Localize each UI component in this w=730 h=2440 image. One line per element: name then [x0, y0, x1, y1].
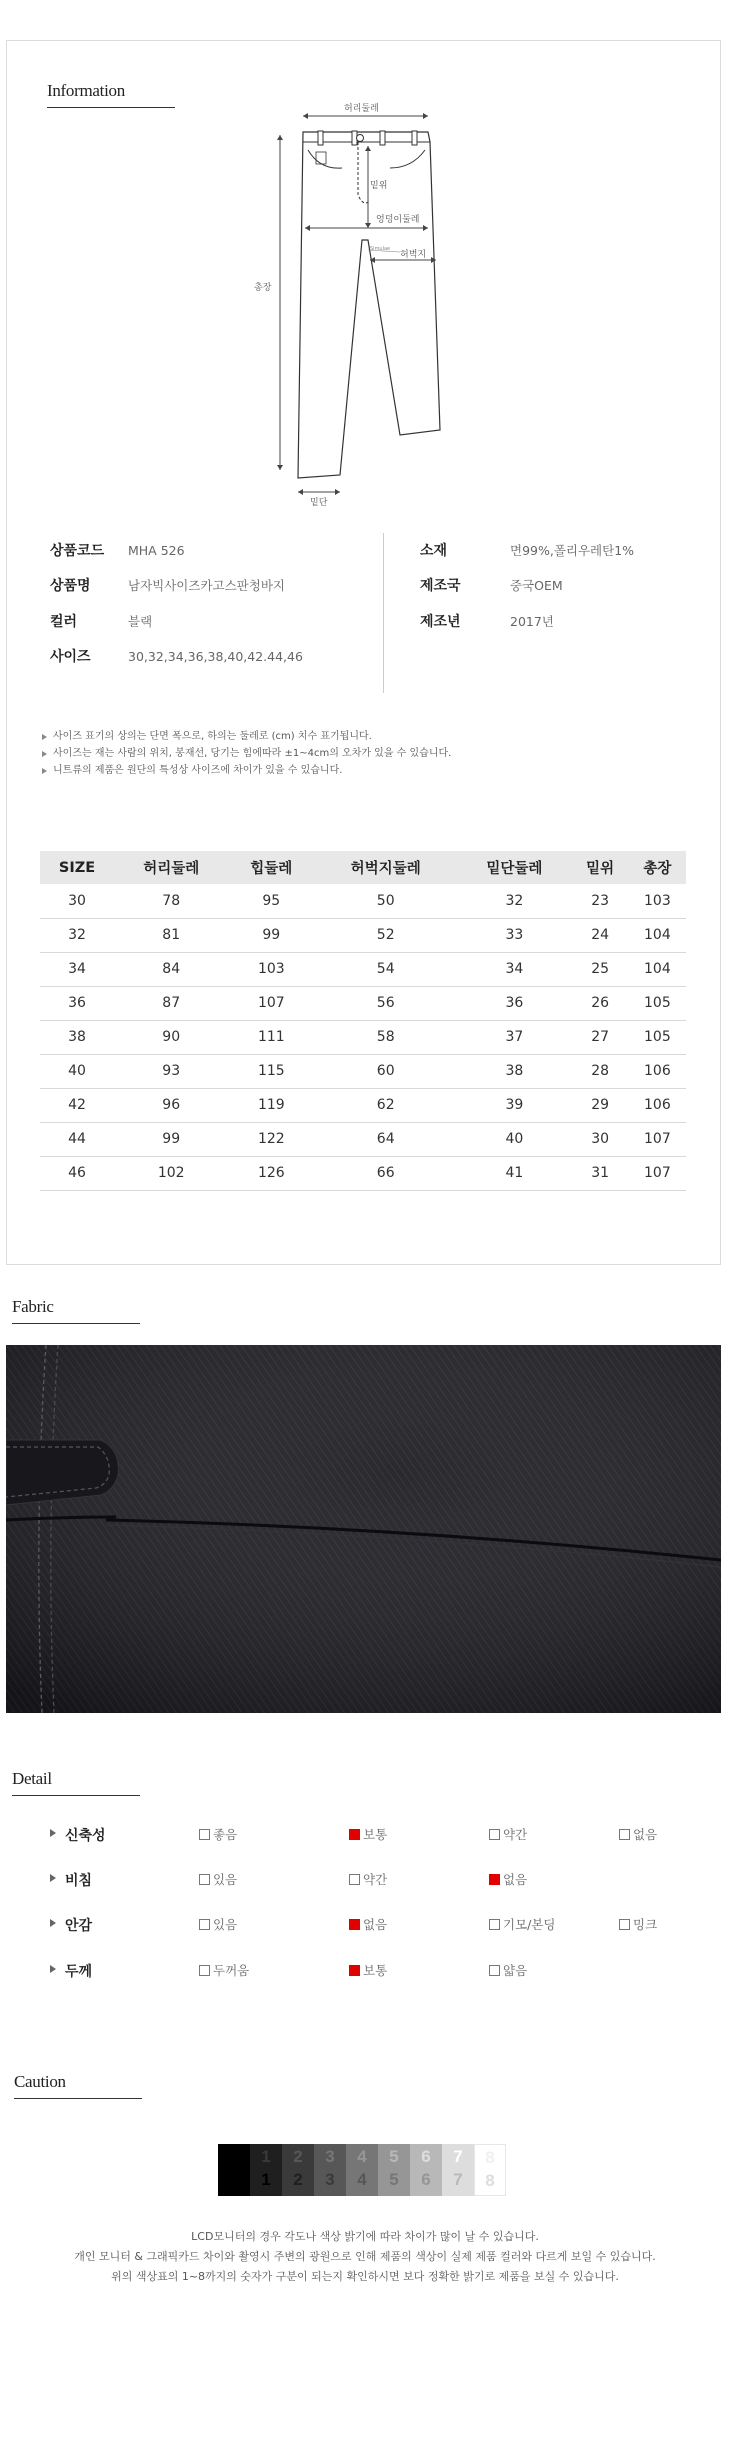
size-table-cell: 111: [228, 1020, 314, 1054]
header-cell: 허벅지둘레: [314, 851, 457, 884]
header-cell: 밑위: [572, 851, 629, 884]
size-table-cell: 62: [314, 1088, 457, 1122]
option-none[interactable]: 없음: [349, 1915, 387, 1933]
rise-label: 밑위: [370, 181, 388, 191]
size-table-cell: 25: [572, 952, 629, 986]
size-table-cell: 54: [314, 952, 457, 986]
brightness-swatch: [442, 2144, 474, 2196]
detail-label: 두께: [65, 1964, 93, 1980]
detail-row-sheerness: [50, 1868, 690, 1890]
size-table-cell: 36: [457, 986, 571, 1020]
swatch-number-bottom: 5: [389, 2170, 399, 2189]
caution-line: 개인 모니터 & 그래픽카드 차이와 촬영시 주변의 광원으로 인해 제품의 색상이 실제 제품 컬러와 다르게 보일 수 있습니다.: [74, 2250, 656, 2263]
size-table-row: [40, 1156, 686, 1190]
size-table-cell: 106: [629, 1088, 686, 1122]
size-table-cell: 56: [314, 986, 457, 1020]
option-thin[interactable]: 얇음: [489, 1961, 527, 1979]
size-table-cell: 103: [228, 952, 314, 986]
option-mink[interactable]: 밍크: [619, 1915, 657, 1933]
size-table-cell: 42: [40, 1088, 114, 1122]
size-table-cell: 90: [114, 1020, 228, 1054]
brightness-swatch: [474, 2144, 506, 2196]
arrow-right-icon: [50, 1919, 56, 1927]
caution-title: Caution: [14, 2072, 142, 2099]
spec-value: 블랙: [128, 614, 153, 629]
spec-label: 제조년: [420, 614, 461, 630]
spec-value: 30,32,34,36,38,40,42.44,46: [128, 648, 303, 664]
size-table-cell: 102: [114, 1156, 228, 1190]
spec-row-code: [50, 540, 185, 560]
swatch-number-top: 2: [293, 2147, 303, 2166]
option-yes[interactable]: 있음: [199, 1870, 237, 1888]
checkbox-icon: [349, 1874, 360, 1885]
size-table-cell: 30: [40, 884, 114, 918]
option-none[interactable]: 없음: [619, 1825, 657, 1843]
spec-label: 컬러: [50, 614, 78, 630]
size-table-cell: 122: [228, 1122, 314, 1156]
product-specs: [50, 533, 670, 693]
size-table-cell: 46: [40, 1156, 114, 1190]
swatch-number-bottom: 2: [293, 2170, 303, 2189]
size-table-cell: 40: [40, 1054, 114, 1088]
swatch-number-top: 8: [485, 2148, 495, 2167]
size-table-cell: 58: [314, 1020, 457, 1054]
checkbox-icon: [199, 1874, 210, 1885]
brightness-swatch: [218, 2144, 250, 2196]
thigh-small-label: Simulae: [370, 246, 391, 252]
swatch-number-bottom: 6: [421, 2170, 431, 2189]
size-table-cell: 84: [114, 952, 228, 986]
swatch-number-top: 1: [261, 2147, 271, 2166]
note-item: 니트류의 제품은 원단의 특성상 사이즈에 차이가 있을 수 있습니다.: [42, 762, 451, 779]
size-table-cell: 104: [629, 918, 686, 952]
size-table-cell: 40: [457, 1122, 571, 1156]
detail-row-thickness: [50, 1959, 690, 1981]
size-table-cell: 39: [457, 1088, 571, 1122]
size-table-cell: 52: [314, 918, 457, 952]
checkbox-icon: [489, 1965, 500, 1976]
brightness-swatch: [314, 2144, 346, 2196]
size-notes: [42, 728, 451, 779]
arrow-right-icon: [50, 1874, 56, 1882]
size-table-cell: 34: [457, 952, 571, 986]
size-table-cell: 37: [457, 1020, 571, 1054]
length-label: 총장: [254, 283, 272, 293]
pants-size-diagram: [240, 100, 480, 520]
spec-label: 사이즈: [50, 649, 91, 665]
swatch-number-bottom: 4: [357, 2170, 367, 2189]
checkbox-icon: [199, 1965, 210, 1976]
size-table-cell: 32: [40, 918, 114, 952]
option-brushed[interactable]: 기모/본딩: [489, 1915, 556, 1933]
size-table-cell: 95: [228, 884, 314, 918]
size-table-cell: 28: [572, 1054, 629, 1088]
size-table-cell: 50: [314, 884, 457, 918]
size-table-row: [40, 1054, 686, 1088]
size-table-cell: 81: [114, 918, 228, 952]
checkbox-icon: [619, 1829, 630, 1840]
option-good[interactable]: 좋음: [199, 1825, 237, 1843]
size-table-cell: 105: [629, 1020, 686, 1054]
arrow-right-icon: [50, 1965, 56, 1973]
brightness-swatch-strip: [218, 2144, 506, 2196]
size-table-cell: 27: [572, 1020, 629, 1054]
size-table-cell: 64: [314, 1122, 457, 1156]
waist-label: 허리둘레: [344, 104, 379, 114]
size-table-row: [40, 1122, 686, 1156]
size-table-cell: 29: [572, 1088, 629, 1122]
size-table-cell: 60: [314, 1054, 457, 1088]
size-table-cell: 34: [40, 952, 114, 986]
spec-value: 남자빅사이즈카고스판청바지: [128, 578, 285, 593]
size-table-cell: 87: [114, 986, 228, 1020]
information-title: Information: [47, 81, 175, 108]
size-table-cell: 107: [629, 1122, 686, 1156]
size-table-cell: 30: [572, 1122, 629, 1156]
arrow-right-icon: [42, 734, 47, 740]
checkbox-checked-icon: [489, 1874, 500, 1885]
spec-row-name: [50, 575, 285, 595]
note-item: 사이즈 표기의 상의는 단면 폭으로, 하의는 둘레로 (cm) 치수 표기됩니다.: [42, 728, 451, 745]
detail-row-lining: [50, 1913, 690, 1935]
detail-row-stretch: [50, 1823, 690, 1845]
size-table-cell: 38: [40, 1020, 114, 1054]
header-cell: SIZE: [40, 851, 114, 884]
size-table-body: [40, 884, 686, 1190]
swatch-number-top: 4: [357, 2147, 367, 2166]
header-cell: 밑단둘레: [457, 851, 571, 884]
spec-row-material: [420, 540, 634, 560]
size-table-cell: 26: [572, 986, 629, 1020]
caution-line: 위의 색상표의 1~8까지의 숫자가 구분이 되는지 확인하시면 보다 정확한 밝기로 제품을 보실 수 있습니다.: [111, 2270, 619, 2283]
size-table-cell: 66: [314, 1156, 457, 1190]
size-table: [40, 851, 686, 1191]
brightness-swatch: [410, 2144, 442, 2196]
spec-row-year: [420, 611, 554, 631]
size-table-row: [40, 952, 686, 986]
size-table-cell: 126: [228, 1156, 314, 1190]
brightness-swatch: [378, 2144, 410, 2196]
note-item: 사이즈는 재는 사람의 위치, 봉재선, 당기는 힘에따라 ±1~4cm의 오차가 있을 수 있습니다.: [42, 745, 451, 762]
detail-label: 신축성: [65, 1828, 106, 1844]
swatch-number-bottom: 1: [261, 2170, 271, 2189]
detail-title: Detail: [12, 1769, 140, 1796]
spec-divider: [383, 533, 384, 693]
checkbox-icon: [489, 1829, 500, 1840]
pants-illustration: [240, 100, 480, 520]
size-table-row: [40, 918, 686, 952]
size-table-cell: 78: [114, 884, 228, 918]
swatch-number-top: 6: [421, 2147, 431, 2166]
swatch-number-bottom: 8: [485, 2171, 495, 2190]
checkbox-icon: [199, 1829, 210, 1840]
swatch-number-top: 7: [453, 2147, 463, 2166]
checkbox-icon: [489, 1919, 500, 1930]
option-none[interactable]: 없음: [489, 1870, 527, 1888]
checkbox-checked-icon: [349, 1829, 360, 1840]
spec-value: 중국OEM: [510, 578, 563, 593]
size-table-cell: 32: [457, 884, 571, 918]
size-table-cell: 36: [40, 986, 114, 1020]
size-table-cell: 31: [572, 1156, 629, 1190]
size-table-cell: 24: [572, 918, 629, 952]
size-table-cell: 107: [228, 986, 314, 1020]
hem-label: 밑단: [310, 498, 328, 508]
spec-label: 소재: [420, 543, 448, 559]
size-table-row: [40, 884, 686, 918]
spec-value: 2017년: [510, 614, 554, 629]
caution-notes: [0, 2227, 730, 2287]
detail-label: 비침: [65, 1873, 93, 1889]
size-table-cell: 99: [228, 918, 314, 952]
spec-label: 제조국: [420, 578, 461, 594]
size-table-cell: 115: [228, 1054, 314, 1088]
size-table-cell: 93: [114, 1054, 228, 1088]
size-table-cell: 104: [629, 952, 686, 986]
size-table-cell: 44: [40, 1122, 114, 1156]
fabric-title: Fabric: [12, 1297, 140, 1324]
option-normal[interactable]: 보통: [349, 1961, 387, 1979]
option-thick[interactable]: 두꺼움: [199, 1961, 249, 1979]
size-table-cell: 119: [228, 1088, 314, 1122]
size-table-cell: 23: [572, 884, 629, 918]
fabric-closeup-image: [6, 1345, 721, 1713]
option-normal[interactable]: 보통: [349, 1825, 387, 1843]
detail-label: 안감: [65, 1918, 93, 1934]
thigh-label: 허벅지: [400, 250, 427, 260]
arrow-right-icon: [42, 751, 47, 757]
brightness-swatch: [346, 2144, 378, 2196]
size-table-cell: 38: [457, 1054, 571, 1088]
size-table-cell: 106: [629, 1054, 686, 1088]
swatch-number-top: 5: [389, 2147, 399, 2166]
brightness-swatch: [250, 2144, 282, 2196]
spec-value: 면99%,폴리우레탄1%: [510, 543, 635, 558]
size-table-row: [40, 1020, 686, 1054]
header-cell: 허리둘레: [114, 851, 228, 884]
size-table-cell: 107: [629, 1156, 686, 1190]
size-table-cell: 33: [457, 918, 571, 952]
size-table-cell: 41: [457, 1156, 571, 1190]
spec-label: 상품코드: [50, 543, 105, 559]
caution-line: LCD모니터의 경우 각도나 색상 밝기에 따라 차이가 많이 날 수 있습니다.: [191, 2230, 539, 2243]
header-cell: 힙둘레: [228, 851, 314, 884]
swatch-number-bottom: 3: [325, 2170, 335, 2189]
size-table-header: [40, 851, 686, 884]
size-table-row: [40, 1088, 686, 1122]
checkbox-checked-icon: [349, 1919, 360, 1930]
size-table-cell: 103: [629, 884, 686, 918]
spec-row-size: [50, 646, 303, 666]
checkbox-icon: [199, 1919, 210, 1930]
hip-label: 엉덩이둘레: [376, 215, 420, 225]
size-table-cell: 105: [629, 986, 686, 1020]
size-table-cell: 96: [114, 1088, 228, 1122]
option-slight[interactable]: 약간: [489, 1825, 527, 1843]
checkbox-checked-icon: [349, 1965, 360, 1976]
swatch-number-top: 3: [325, 2147, 335, 2166]
checkbox-icon: [619, 1919, 630, 1930]
spec-row-country: [420, 575, 563, 595]
option-yes[interactable]: 있음: [199, 1915, 237, 1933]
size-table-row: [40, 986, 686, 1020]
swatch-number-bottom: 7: [453, 2170, 463, 2189]
spec-row-color: [50, 611, 152, 631]
brightness-swatch: [282, 2144, 314, 2196]
arrow-right-icon: [42, 768, 47, 774]
spec-value: MHA 526: [128, 542, 185, 558]
arrow-right-icon: [50, 1829, 56, 1837]
option-slight[interactable]: 약간: [349, 1870, 387, 1888]
spec-label: 상품명: [50, 578, 91, 594]
size-table-cell: 99: [114, 1122, 228, 1156]
header-cell: 총장: [629, 851, 686, 884]
